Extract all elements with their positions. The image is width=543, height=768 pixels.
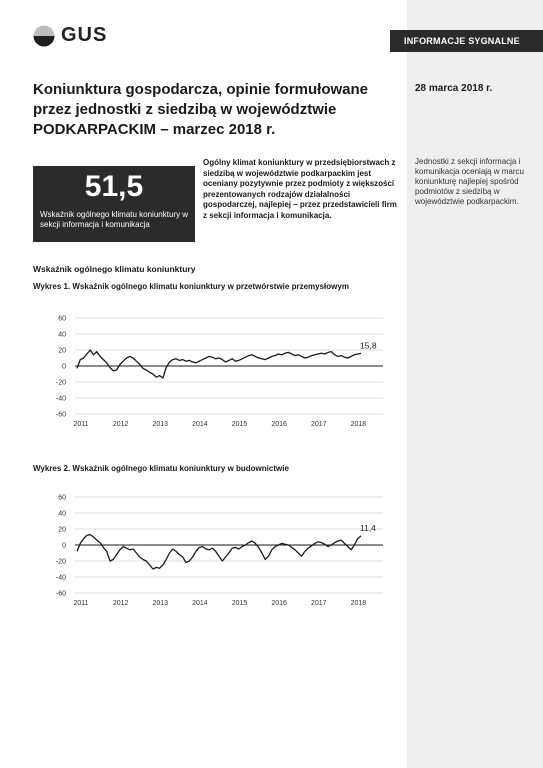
y-tick-label: 20	[58, 347, 66, 355]
x-tick-label: 2012	[112, 421, 129, 428]
x-tick-label: 2015	[231, 600, 248, 607]
page-title-line: PODKARPACKIM – marzec 2018 r.	[33, 121, 276, 138]
chart-2	[30, 489, 390, 609]
y-tick-label: 40	[58, 510, 66, 518]
gus-logo	[33, 24, 107, 47]
x-tick-label: 2017	[310, 421, 327, 428]
y-tick-label: 0	[62, 363, 66, 371]
series-line	[77, 535, 361, 569]
y-tick-label: 0	[62, 542, 66, 550]
x-tick-label: 2013	[152, 600, 169, 607]
x-tick-label: 2016	[271, 421, 287, 428]
x-tick-label: 2018	[350, 421, 367, 428]
y-tick-label: -40	[55, 574, 66, 582]
y-tick-label: 40	[58, 331, 66, 339]
x-tick-label: 2016	[271, 600, 287, 607]
section-heading: Wskaźnik ogólnego klimatu koniunktury	[33, 264, 196, 274]
y-tick-label: 20	[58, 526, 66, 534]
y-tick-label: 60	[58, 494, 66, 502]
summary-text: Ogólny klimat koniunktury w przedsiębiorstwach z siedzibą w województwie podkarpackim jest oceniany pozytywnie przez podmioty z większości prezentowanych rodzajów działalności gospodarczej, najlepiej – przez przedstawicieli firm z sekcji informacja i komunikacja.	[203, 158, 397, 220]
kpi-value: 51,5	[84, 170, 144, 203]
series-line	[77, 350, 361, 378]
publication-type-badge: INFORMACJE SYGNALNE	[390, 30, 543, 52]
page-title-line: przez jednostki z siedzibą w województwie	[33, 101, 337, 118]
y-tick-label: -20	[55, 379, 66, 387]
gus-logo-text: GUS	[61, 24, 108, 46]
page-title-line: Koniunktura gospodarcza, opinie formułowane	[33, 81, 369, 98]
sidebar-panel	[407, 0, 543, 768]
x-tick-label: 2013	[152, 421, 169, 428]
y-tick-label: -40	[55, 395, 66, 403]
chart-2-title: Wykres 2. Wskaźnik ogólnego klimatu koniunktury w budownictwie	[33, 464, 289, 473]
kpi-box	[33, 166, 195, 242]
x-tick-label: 2011	[73, 421, 89, 428]
x-tick-label: 2015	[231, 421, 248, 428]
end-value-label: 15,8	[360, 340, 377, 351]
x-tick-label: 2014	[192, 421, 208, 428]
publication-date: 28 marca 2018 r.	[415, 83, 493, 94]
chart-1	[30, 310, 390, 430]
chart-1-title: Wykres 1. Wskaźnik ogólnego klimatu koniunktury w przetwórstwie przemysłowym	[33, 282, 349, 291]
x-tick-label: 2012	[112, 600, 129, 607]
x-tick-label: 2014	[192, 600, 208, 607]
kpi-label: Wskaźnik ogólnego klimatu koniunktury w sekcji informacja i komunikacja	[40, 210, 189, 229]
y-tick-label: -20	[55, 558, 66, 566]
page-title	[33, 80, 393, 140]
y-tick-label: -60	[55, 590, 66, 598]
x-tick-label: 2011	[73, 600, 89, 607]
y-tick-label: -60	[55, 411, 66, 419]
sidebar-note: Jednostki z sekcji informacja i komunikacja oceniają w marcu koniunkturę najlepiej spośród podmiotów z siedzibą w województwie podkarpackim.	[415, 157, 524, 206]
end-value-label: 11,4	[360, 522, 376, 533]
x-tick-label: 2017	[310, 600, 327, 607]
gus-logo-icon	[33, 25, 55, 47]
y-tick-label: 60	[58, 315, 66, 323]
x-tick-label: 2018	[350, 600, 367, 607]
